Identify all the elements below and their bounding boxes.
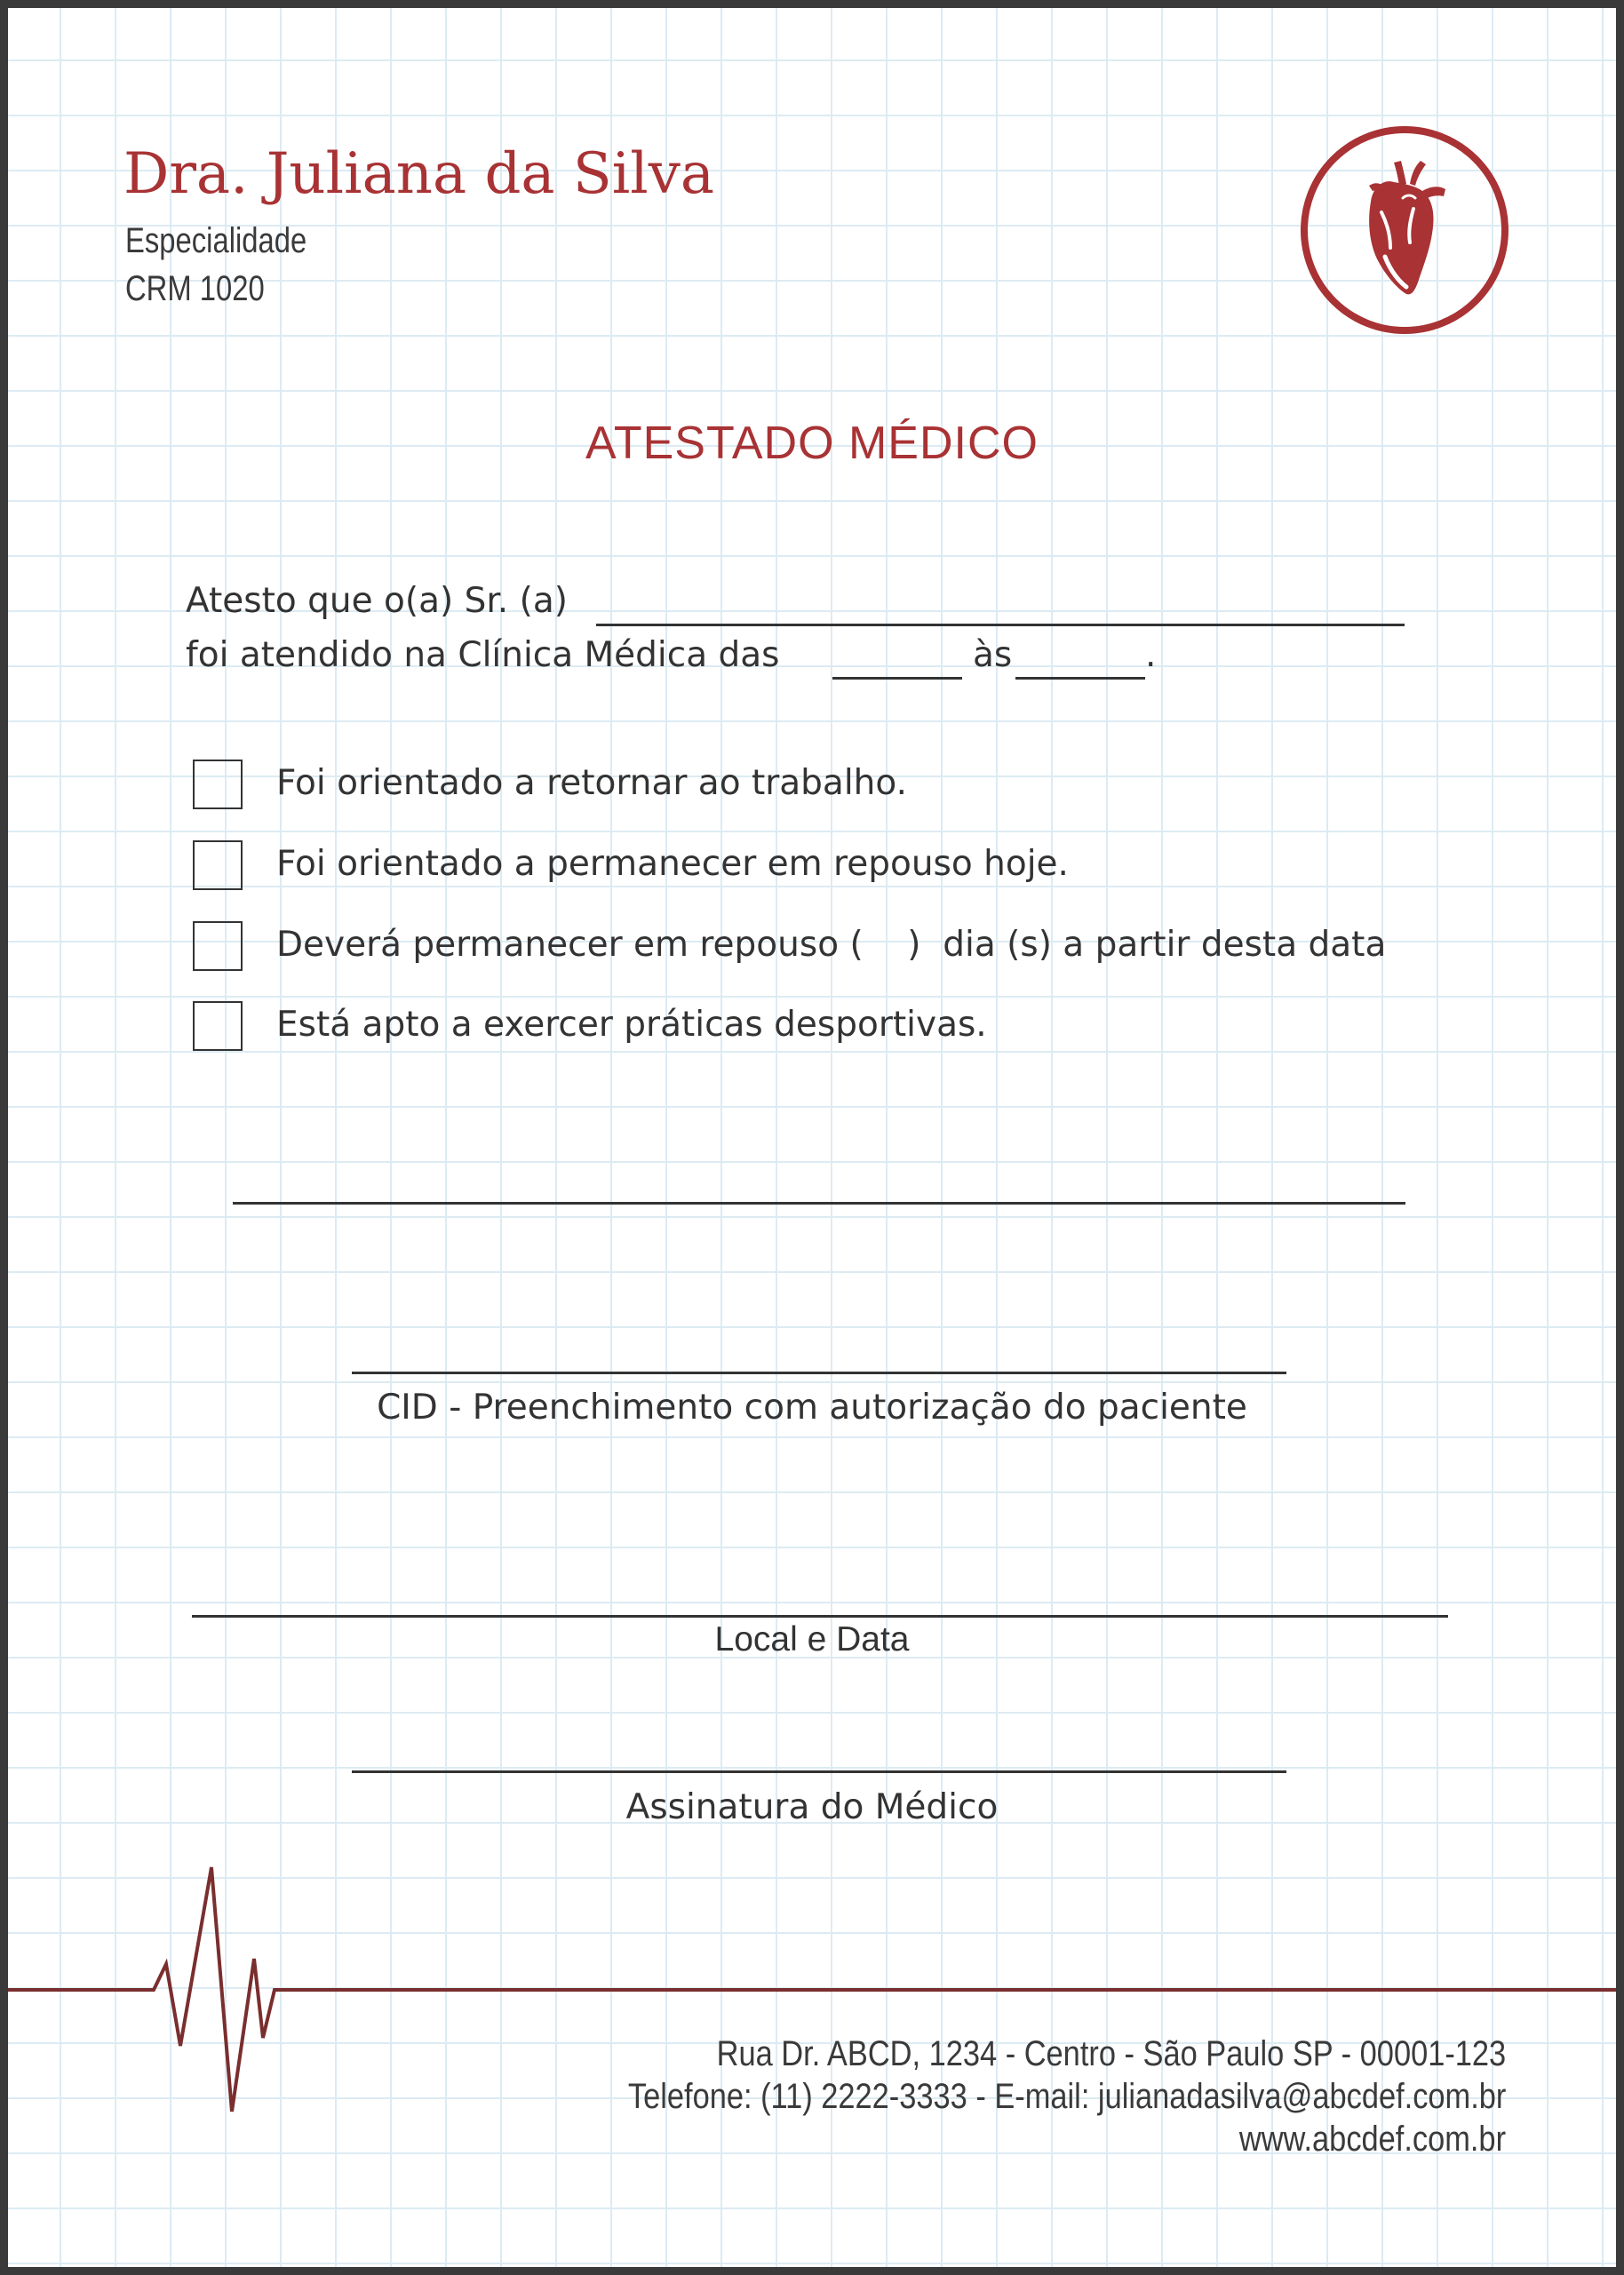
cid-line[interactable]	[352, 1372, 1286, 1374]
signature-line[interactable]	[352, 1770, 1286, 1773]
notes-line[interactable]	[233, 1202, 1405, 1205]
local-date-label: Local e Data	[714, 1620, 910, 1659]
doctor-specialty: Especialidade	[125, 221, 307, 260]
patient-name-field[interactable]	[596, 599, 1405, 626]
statement-line-1	[186, 581, 568, 621]
option-label-rest-today: Foi orientado a permanecer em repouso hoje.	[276, 844, 1069, 884]
cid-label: CID - Preenchimento com autorização do paciente	[377, 1388, 1247, 1428]
statement-patient-label: Atesto que o(a) Sr. (a)	[186, 581, 568, 621]
doctor-crm: CRM 1020	[125, 269, 265, 308]
option-label-return-work: Foi orientado a retornar ao trabalho.	[276, 763, 907, 803]
footer-website: www.abcdef.com.br	[1238, 2120, 1506, 2159]
option-checkbox-rest-days[interactable]	[193, 921, 243, 971]
option-label-sports: Está apto a exercer práticas desportivas.	[276, 1005, 987, 1045]
option-label-rest-days: Deverá permanecer em repouso ( ) dia (s) a partir desta data	[276, 925, 1387, 965]
start-time-field[interactable]	[832, 652, 962, 680]
heart-icon	[1298, 123, 1511, 337]
statement-line-2	[186, 635, 779, 675]
option-checkbox-rest-today[interactable]	[193, 840, 243, 890]
statement-time-label: foi atendido na Clínica Médica das	[186, 635, 780, 675]
document-title: ATESTADO MÉDICO	[585, 418, 1039, 469]
statement-period: .	[1145, 635, 1157, 675]
footer-contact: Telefone: (11) 2222-3333 - E-mail: julianadasilva@abcdef.com.br	[627, 2077, 1506, 2116]
local-date-line[interactable]	[192, 1615, 1448, 1618]
option-checkbox-sports[interactable]	[193, 1001, 243, 1051]
option-checkbox-return-work[interactable]	[193, 760, 243, 809]
footer-address: Rua Dr. ABCD, 1234 - Centro - São Paulo SP - 00001-123	[716, 2034, 1506, 2073]
statement-to-label: às	[973, 635, 1013, 675]
end-time-field[interactable]	[1015, 652, 1145, 680]
signature-label: Assinatura do Médico	[625, 1787, 999, 1827]
doctor-name: Dra. Juliana da Silva	[123, 141, 714, 207]
